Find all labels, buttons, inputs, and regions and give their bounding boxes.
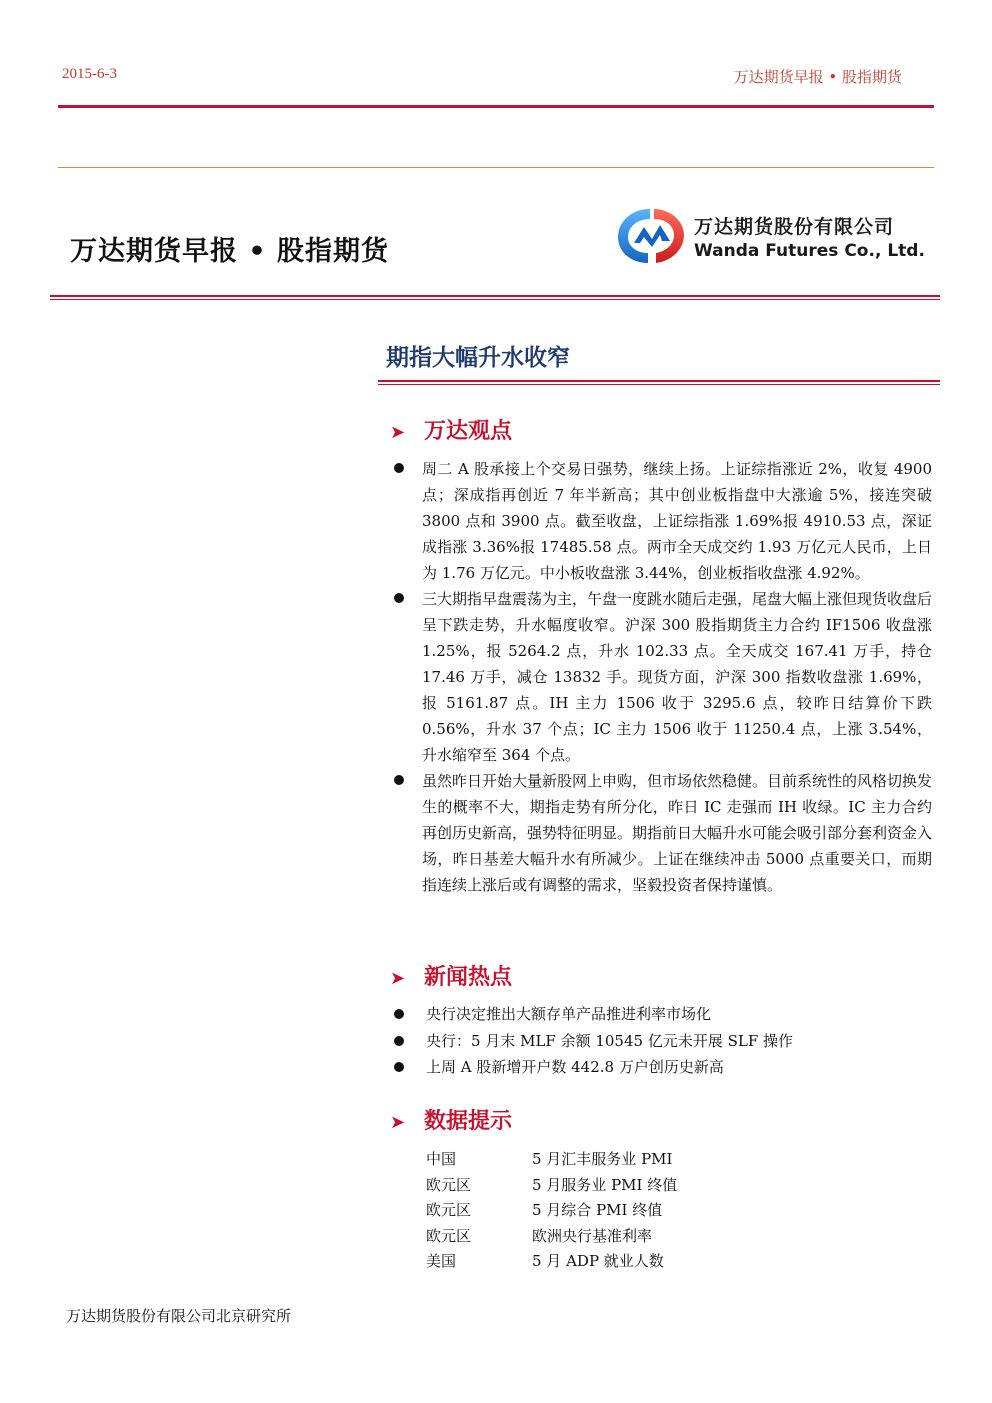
section-heading-label: 新闻热点 (424, 965, 513, 990)
table-row (426, 1248, 677, 1274)
bullet-icon (394, 775, 404, 785)
list-item (392, 456, 932, 586)
report-subtitle: 期指大幅升水收窄 (386, 345, 570, 371)
list-item-text: 周二 A 股承接上个交易日强势，继续上扬。上证综指涨近 2%，收复 4900 点；深成指再创近 7 年半新高；其中创业板指盘中大涨逾 5%，接连突破 3800 点和 3900 点。截至收盘，上证综指涨 1.69%报 4910.53 点，深证成指涨 3.36%报 17485.58 点。两市全天成交约 1.93 万亿元人民币，上日为 1.76 万亿元。中小板收盘涨 3.44%，创业板指收盘涨 4.92%。 (422, 460, 932, 582)
news-list (392, 1001, 932, 1081)
bullet-icon (394, 593, 404, 603)
section-heading-label: 数据提示 (424, 1109, 513, 1134)
title-divider-thin (50, 299, 940, 300)
table-cell-region: 欧元区 (426, 1175, 472, 1194)
list-item (392, 1054, 932, 1081)
page-title: 万达期货早报 • 股指期货 (70, 236, 390, 267)
view-list (392, 456, 932, 898)
section-heading-news (390, 960, 512, 991)
table-row (426, 1223, 677, 1249)
list-item-text: 央行决定推出大额存单产品推进利率市场化 (426, 1005, 712, 1023)
title-divider (50, 295, 940, 297)
table-cell-region: 美国 (426, 1252, 457, 1271)
arrow-right-icon: ➤ (390, 1112, 406, 1133)
table-row (426, 1172, 677, 1198)
table-cell-item: 5 月汇丰服务业 PMI (532, 1150, 673, 1169)
list-item (392, 586, 932, 768)
table-cell-region: 欧元区 (426, 1226, 472, 1245)
table-cell-region: 中国 (426, 1150, 457, 1169)
header-divider (58, 105, 934, 108)
list-item-text: 三大期指早盘震荡为主，午盘一度跳水随后走强，尾盘大幅上涨但现货收盘后呈下跌走势，升水幅度收窄。沪深 300 股指期货主力合约 IF1506 收盘涨 1.25%，报 5264.2 点，升水 102.33 点。全天成交 167.41 万手，持仓 17.46 万手，减仓 13832 手。现货方面，沪深 300 指数收盘涨 1.69%，报 5161.87 点。IH 主力 1506 收于 3295.6 点，较昨日结算价下跌 0.56%，升水 37 个点；IC 主力 1506 收于 11250.4 点，上涨 3.54%，升水缩窄至 364 个点。 (422, 590, 933, 764)
list-item (392, 1028, 932, 1055)
header-report-name: 万达期货早报 • 股指期货 (733, 68, 902, 86)
section-heading-label: 万达观点 (424, 419, 513, 444)
data-calendar-table (426, 1146, 677, 1274)
arrow-right-icon: ➤ (390, 422, 406, 443)
section-heading-view (390, 414, 512, 445)
bullet-icon (394, 1062, 404, 1072)
bullet-icon (394, 1009, 404, 1019)
arrow-right-icon: ➤ (390, 968, 406, 989)
list-item (392, 768, 932, 898)
company-name-cn: 万达期货股份有限公司 (694, 216, 895, 238)
report-date: 2015-6-3 (62, 66, 117, 82)
list-item (392, 1001, 932, 1028)
list-item-text: 虽然昨日开始大量新股网上申购，但市场依然稳健。目前系统性的风格切换发生的概率不大，期指走势有所分化，昨日 IC 走强而 IH 收绿。IC 主力合约再创历史新高，强势特征明显。期指前日大幅升水可能会吸引部分套利资金入场，昨日基差大幅升水有所减少。上证在继续冲击 5000 点重要关口，而期指连续上涨后或有调整的需求，坚毅投资者保持谨慎。 (422, 772, 933, 894)
list-item-text: 央行：5 月末 MLF 余额 10545 亿元未开展 SLF 操作 (426, 1031, 794, 1050)
subtitle-divider-thin (378, 384, 940, 385)
table-cell-item: 5 月 ADP 就业人数 (532, 1252, 664, 1271)
table-cell-item: 5 月服务业 PMI 终值 (532, 1175, 678, 1194)
section-heading-data (390, 1104, 512, 1135)
table-cell-item: 5 月综合 PMI 终值 (532, 1201, 663, 1220)
table-cell-region: 欧元区 (426, 1201, 472, 1220)
bullet-icon (394, 1036, 404, 1046)
page-footer: 万达期货股份有限公司北京研究所 (66, 1307, 292, 1325)
company-name-en: Wanda Futures Co., Ltd. (694, 241, 925, 261)
table-cell-item: 欧洲央行基准利率 (532, 1226, 653, 1245)
table-row (426, 1197, 677, 1223)
bullet-icon (394, 463, 404, 473)
list-item-text: 上周 A 股新增开户数 442.8 万户创历史新高 (426, 1058, 724, 1076)
table-row (426, 1146, 677, 1172)
gold-divider (58, 167, 934, 168)
wanda-logo-icon (612, 203, 692, 267)
subtitle-divider (378, 380, 940, 382)
